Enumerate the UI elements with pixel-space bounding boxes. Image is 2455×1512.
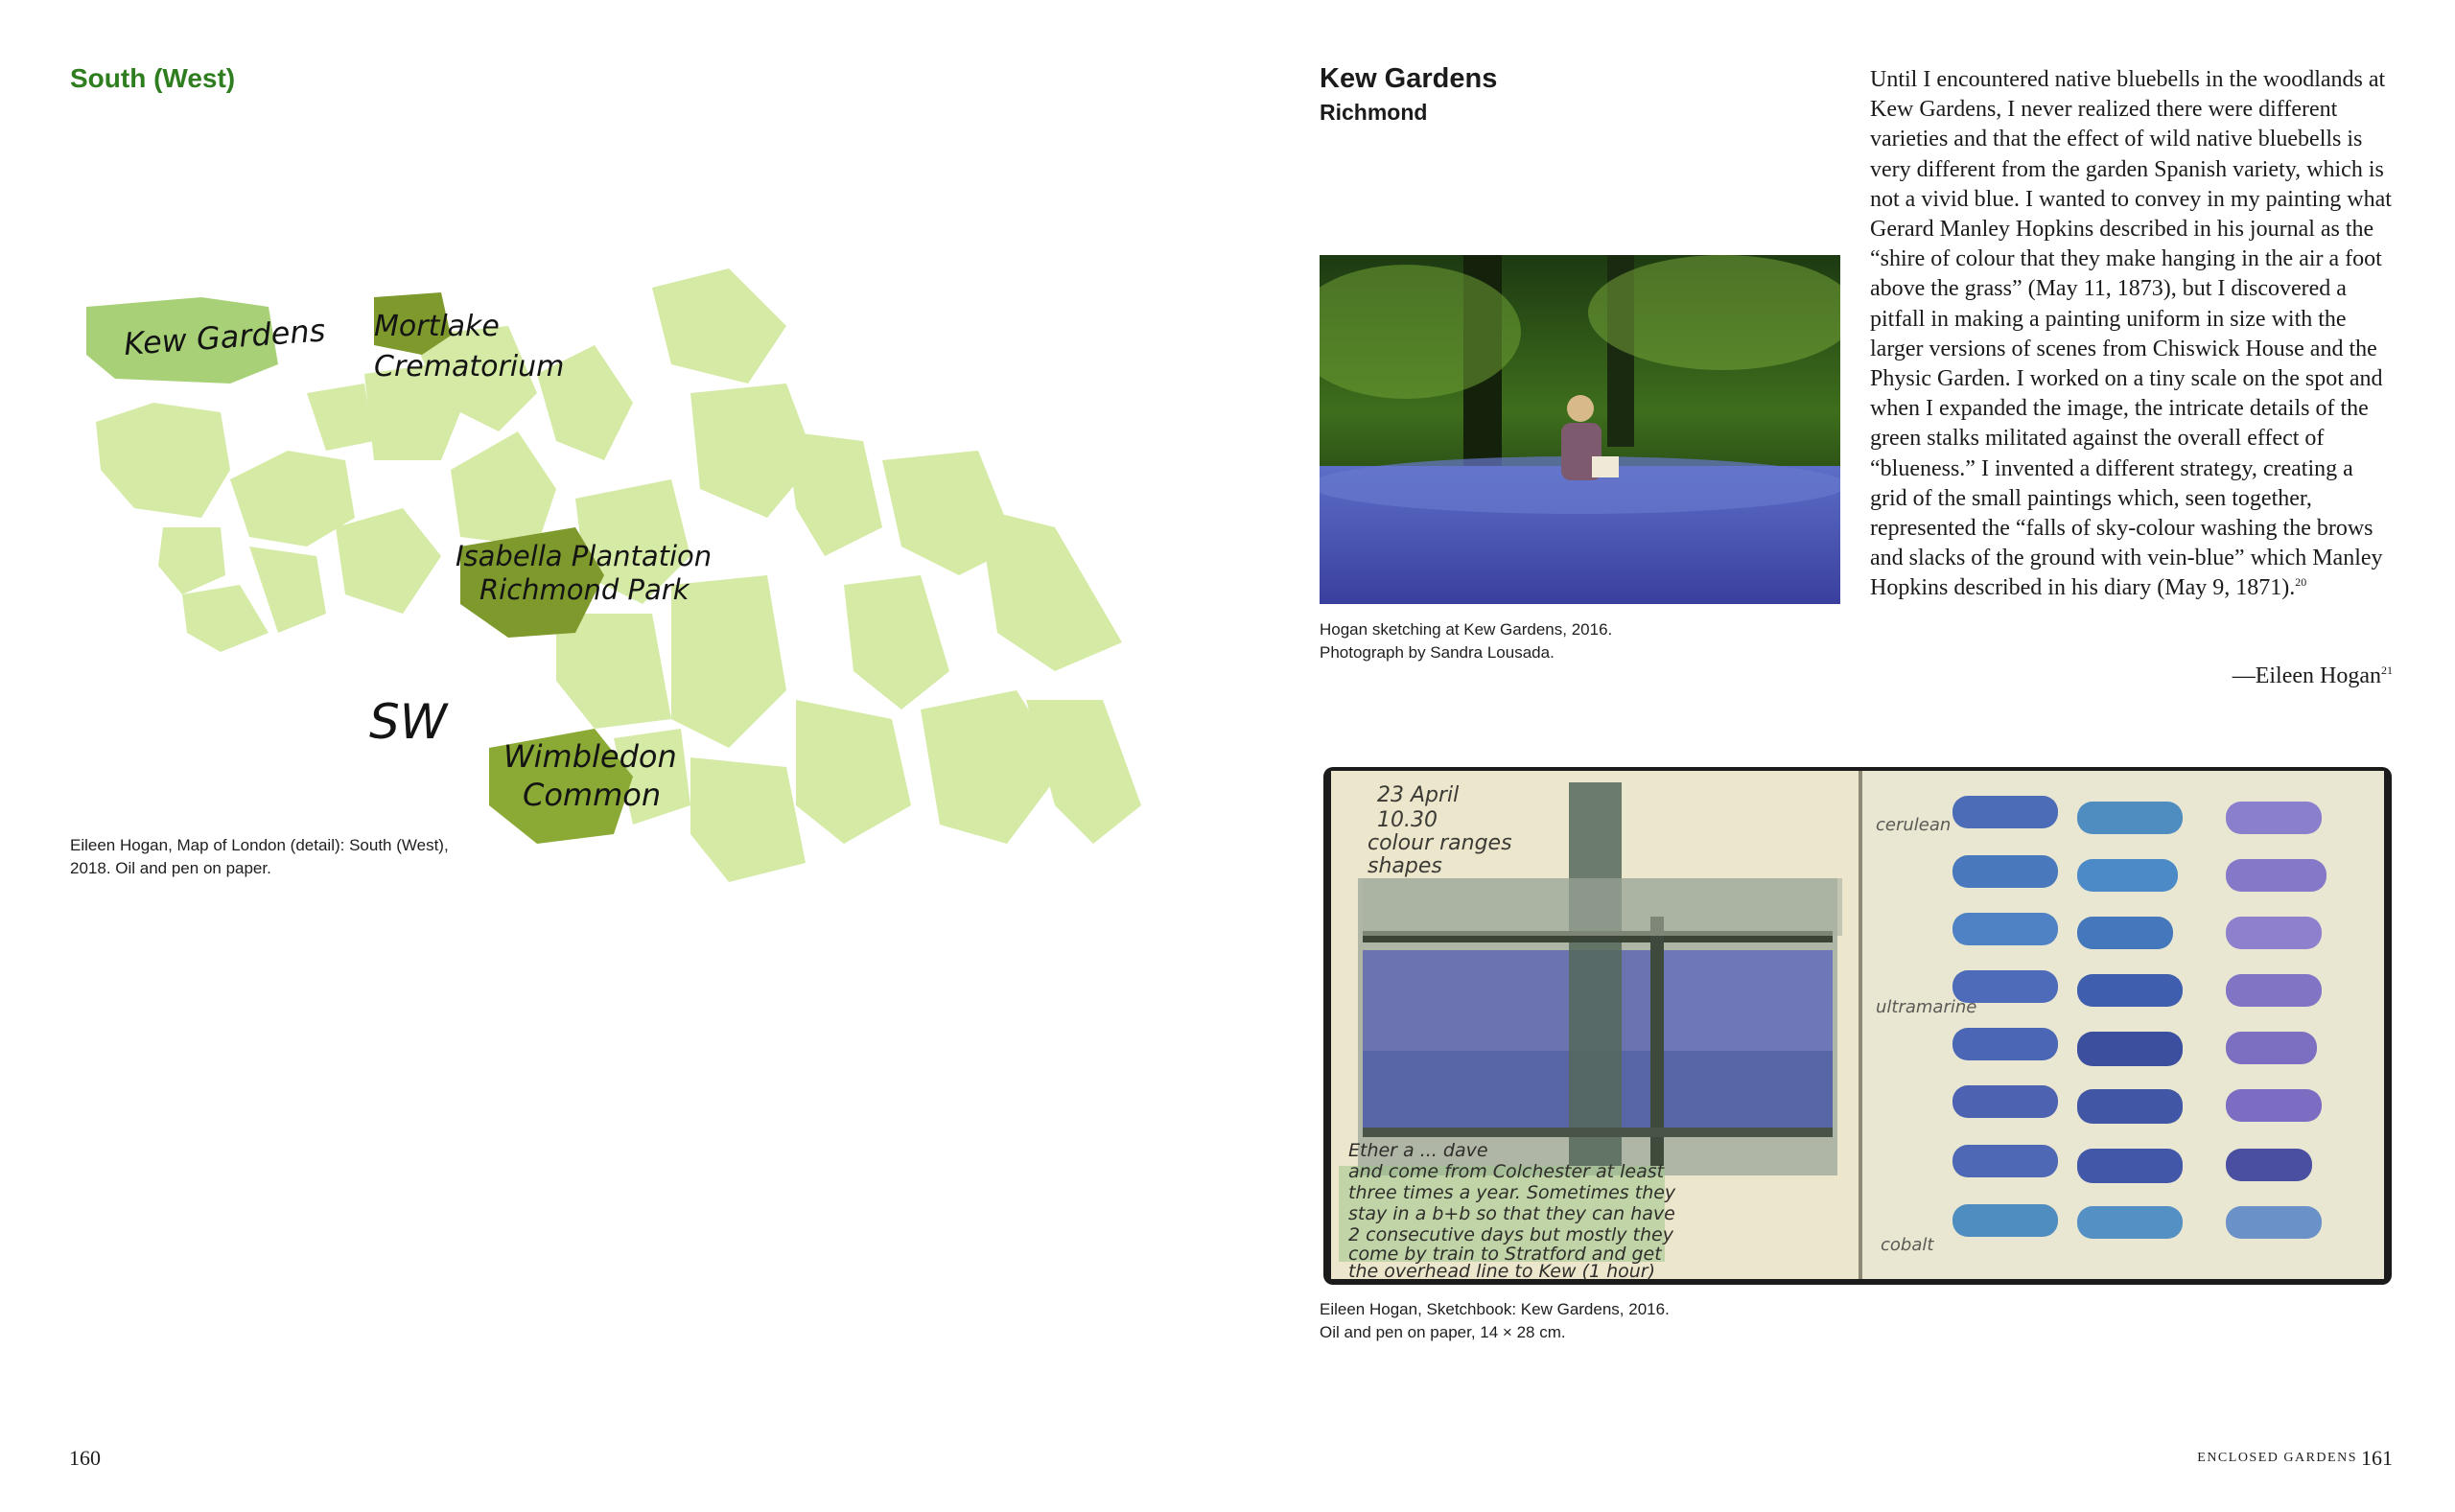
note-line: the overhead line to Kew (1 hour) — [1348, 1261, 1656, 1282]
quote-text: Until I encountered native bluebells in the woodlands at Kew Gardens, I never realized there were different varieties and that the effect of wild native bluebells is very different from the garden Spanish variety, which is not a vivid blue. I wanted to convey in my painting what Gerard Manley Hopkins described in his journal as the “shire of colour that they make hanging in the air a foot above the grass” (May 11, 1873), but I discovered a pitfall in making a painting uniform in size with the larger versions of scenes from Chiswick House and the Physic Garden. I worked on a tiny scale on the spot and when I expanded the image, the intricate details of the green stalks militated against the overall effect of “blueness.” I invented a different strategy, creating a grid of the small paintings which, seen together, represented the “falls of sky-colour washing the brows and slacks of the ground with vein-blue” which Manley Hopkins described in his diary (May 9, 1871). — [1870, 67, 2392, 601]
map-region — [786, 431, 882, 556]
page-number-right: 161 — [2361, 1446, 2393, 1470]
map-region — [96, 403, 230, 518]
bluebell-photo — [1320, 255, 1840, 604]
note-line: and come from Colchester at least — [1348, 1161, 1665, 1182]
sketch-notes-bottom — [1348, 1140, 1676, 1282]
map-region — [652, 268, 786, 384]
sketchbook-image — [1320, 763, 2396, 1291]
label-wimbledon: Wimbledon — [503, 738, 677, 775]
page-title: Kew Gardens — [1320, 63, 1498, 94]
note-shapes: shapes — [1368, 854, 1442, 878]
label-crematorium: Crematorium — [374, 350, 565, 384]
label-cerulean: cerulean — [1876, 815, 1952, 835]
note-line: come by train to Stratford and get — [1348, 1244, 1662, 1265]
note-line: 2 consecutive days but mostly they — [1348, 1224, 1673, 1245]
map-region — [796, 700, 911, 844]
page-number-left: 160 — [69, 1446, 101, 1470]
label-ultramarine: ultramarine — [1876, 997, 1977, 1017]
page-subtitle: Richmond — [1320, 100, 1428, 125]
note-line: three times a year. Sometimes they — [1348, 1182, 1676, 1203]
map-region — [249, 547, 326, 633]
map-caption-line1: Eileen Hogan, Map of London (detail): South (West), — [70, 836, 449, 854]
note-line: stay in a b+b so that they can have — [1348, 1203, 1675, 1224]
note-colour: colour ranges — [1368, 831, 1512, 855]
quote-block — [1870, 65, 2393, 604]
photo-caption — [1320, 618, 1818, 664]
map-region — [230, 451, 355, 547]
label-mortlake: Mortlake — [374, 310, 500, 343]
sketchbook-caption — [1320, 1298, 1857, 1344]
quote-attribution — [2233, 663, 2393, 689]
quote-footnote: 20 — [2295, 575, 2307, 590]
map-region — [336, 508, 441, 614]
running-head: ENCLOSED GARDENS — [2197, 1451, 2357, 1465]
map-region — [307, 384, 374, 451]
note-line: Ether a ... dave — [1348, 1140, 1488, 1161]
note-time: 10.30 — [1377, 808, 1438, 832]
attribution-footnote: 21 — [2381, 663, 2393, 677]
map-region — [978, 508, 1122, 671]
sketch-caption-line1: Eileen Hogan, Sketchbook: Kew Gardens, 2016. — [1320, 1300, 1670, 1318]
photo-caption-line1: Hogan sketching at Kew Gardens, 2016. — [1320, 620, 1613, 639]
label-kew: Kew Gardens — [122, 312, 327, 362]
map-region — [451, 431, 556, 547]
attribution-text: —Eileen Hogan — [2232, 663, 2381, 688]
map-caption-line2: 2018. Oil and pen on paper. — [70, 859, 271, 877]
photo-caption-line2: Photograph by Sandra Lousada. — [1320, 643, 1555, 662]
map-region — [844, 575, 949, 709]
sketch-caption-line2: Oil and pen on paper, 14 × 28 cm. — [1320, 1323, 1566, 1341]
section-title: South (West) — [70, 63, 236, 93]
label-cobalt: cobalt — [1881, 1235, 1934, 1255]
map-region — [182, 585, 269, 652]
map-region — [690, 757, 806, 882]
map-region — [158, 527, 225, 594]
label-isabella: Isabella Plantation — [456, 540, 713, 572]
note-date: 23 April — [1377, 783, 1460, 807]
label-richmond-park: Richmond Park — [479, 573, 690, 606]
label-common: Common — [523, 777, 662, 813]
map-illustration — [58, 268, 1151, 882]
label-sw: SW — [369, 694, 448, 750]
map-caption — [70, 834, 569, 880]
